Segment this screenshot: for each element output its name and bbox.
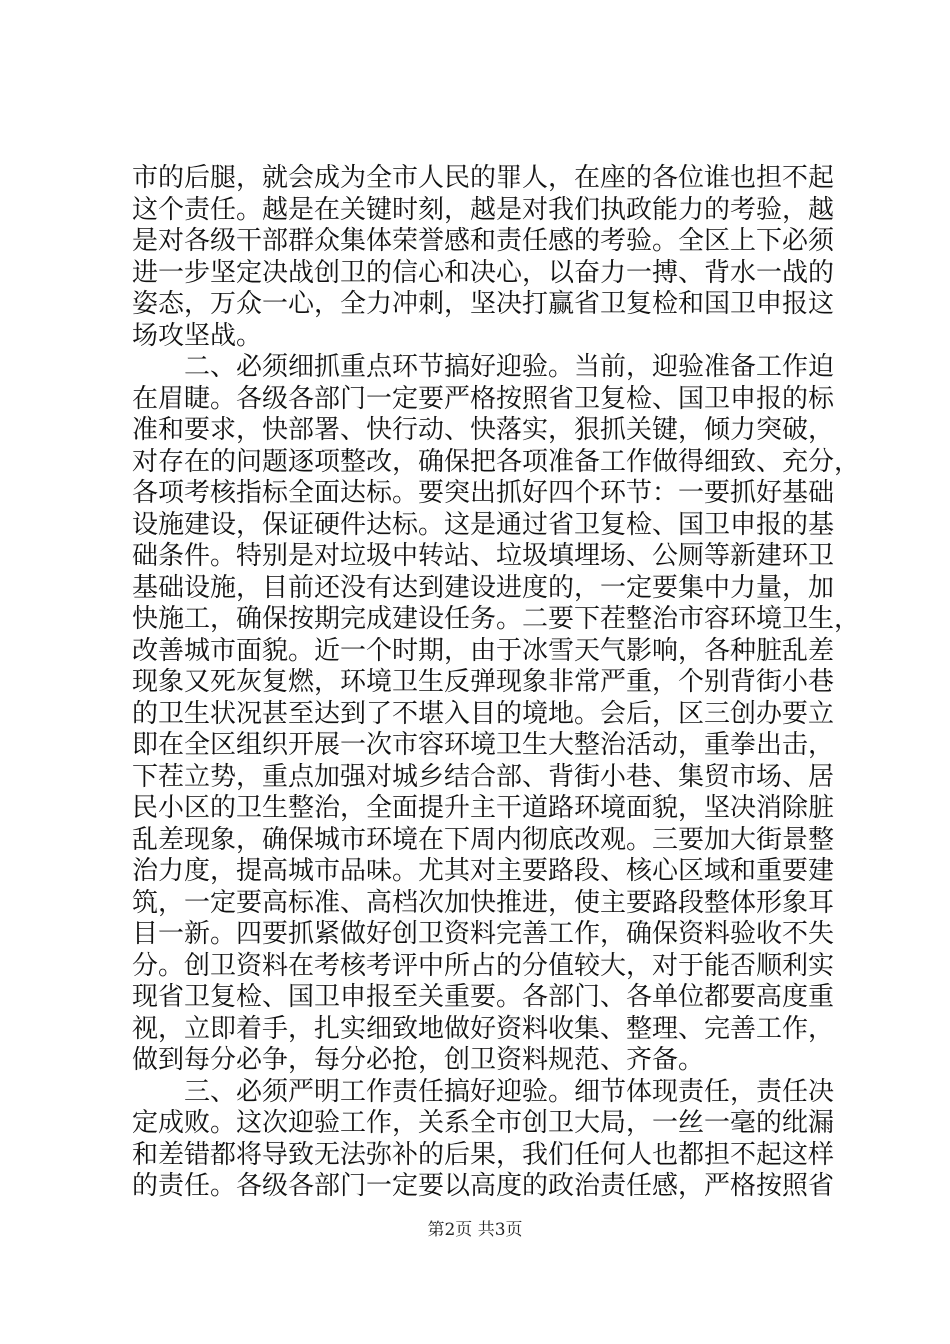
text-line: 场攻坚战。 [132,320,263,351]
text-line: 定成败。这次迎验工作，关系全市创卫大局，一丝一毫的纰漏 [132,1108,835,1138]
text-line: 对存在的问题逐项整改，确保把各项准备工作做得细致、充分， [132,446,861,477]
text-line: 基础设施，目前还没有达到建设进度的，一定要集中力量，加 [132,572,835,603]
text-line: 在眉睫。各级各部门一定要严格按照省卫复检、国卫申报的标 [132,383,835,414]
text-line: 现省卫复检、国卫申报至关重要。各部门、各单位都要高度重 [132,982,835,1012]
text-line: 础条件。特别是对垃圾中转站、垃圾填埋场、公厕等新建环卫 [132,541,835,571]
text-line: 乱差现象，确保城市环境在下周内彻底改观。三要加大街景整 [132,824,835,855]
text-line: 现象又死灰复燃，环境卫生反弹现象非常严重，个别背街小巷 [132,667,835,697]
text-line: 二、必须细抓重点环节搞好迎验。当前，迎验准备工作迫 [132,352,835,382]
text-line: 准和要求，快部署、快行动、快落实，狠抓关键，倾力突破， [132,415,835,445]
text-line: 治力度，提高城市品味。尤其对主要路段、核心区域和重要建 [132,856,835,886]
text-line: 这个责任。越是在关键时刻，越是对我们执政能力的考验，越 [132,194,835,225]
text-line: 即在全区组织开展一次市容环境卫生大整治活动，重拳出击， [132,730,835,760]
text-line: 筑，一定要高标准、高档次加快推进，使主要路段整体形象耳 [132,887,835,918]
text-line: 快施工，确保按期完成建设任务。二要下茬整治市容环境卫生， [132,604,861,634]
text-line: 的卫生状况甚至达到了不堪入目的境地。会后，区三创办要立 [132,698,835,729]
text-line: 各项考核指标全面达标。要突出抓好四个环节：一要抓好基础 [132,478,835,508]
document-body [132,163,861,1203]
text-line: 和差错都将导致无法弥补的后果，我们任何人也都担不起这样 [132,1139,835,1170]
text-line: 改善城市面貌。近一个时期，由于冰雪天气影响，各种脏乱差 [132,635,835,666]
text-line: 三、必须严明工作责任搞好迎验。细节体现责任，责任决 [132,1076,835,1107]
text-line: 民小区的卫生整治，全面提升主干道路环境面貌，坚决消除脏 [132,793,835,823]
text-line: 姿态，万众一心，全力冲刺，坚决打赢省卫复检和国卫申报这 [132,289,835,319]
text-line: 进一步坚定决战创卫的信心和决心，以奋力一搏、背水一战的 [132,257,835,288]
page-number-footer: 第2页 共3页 [427,1220,523,1240]
text-line: 市的后腿，就会成为全市人民的罪人，在座的各位谁也担不起 [132,163,835,193]
text-line: 是对各级干部群众集体荣誉感和责任感的考验。全区上下必须 [132,226,835,256]
text-line: 目一新。四要抓紧做好创卫资料完善工作，确保资料验收不失 [132,919,835,949]
text-line: 分。创卫资料在考核考评中所占的分值较大，对于能否顺利实 [132,950,835,981]
text-line: 的责任。各级各部门一定要以高度的政治责任感，严格按照省 [132,1171,835,1201]
text-line: 下茬立势，重点加强对城乡结合部、背街小巷、集贸市场、居 [132,761,835,792]
text-line: 视，立即着手，扎实细致地做好资料收集、整理、完善工作， [132,1013,835,1044]
text-line: 做到每分必争，每分必抢，创卫资料规范、齐备。 [132,1045,705,1075]
text-line: 设施建设，保证硬件达标。这是通过省卫复检、国卫申报的基 [132,509,835,540]
